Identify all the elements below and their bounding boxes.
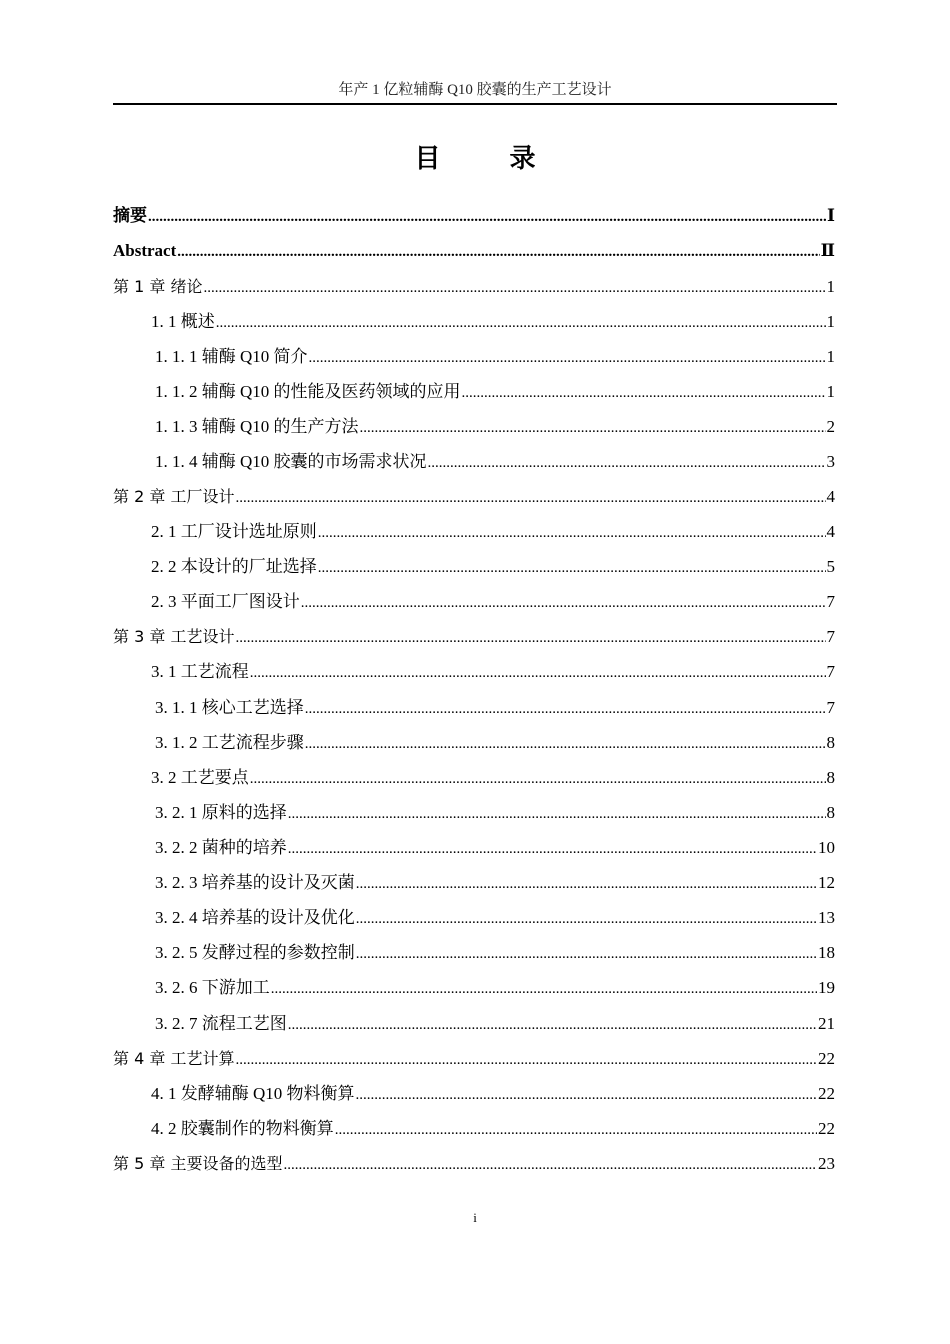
toc-leader	[148, 204, 826, 229]
toc-leader	[305, 696, 826, 721]
toc-entry-subsection[interactable]	[113, 380, 835, 404]
toc-entry-section[interactable]	[113, 520, 835, 544]
toc-entry-chapter-5[interactable]	[113, 1152, 835, 1176]
toc-leader	[288, 1012, 817, 1037]
toc-entry-label: 4. 2 胶囊制作的物料衡算	[151, 1119, 334, 1138]
toc-entry-page: 7	[826, 627, 835, 646]
toc-entry-subsection[interactable]	[113, 836, 835, 860]
toc-leader	[301, 590, 826, 615]
toc-entry-page: 8	[826, 768, 835, 787]
toc-entry-page: 22	[818, 1119, 835, 1138]
toc-entry-label: 2. 2 本设计的厂址选择	[151, 557, 317, 576]
toc-entry-label: 3. 2. 4 培养基的设计及优化	[155, 908, 355, 927]
toc-leader	[318, 555, 826, 580]
toc-entry-label: 4. 1 发酵辅酶 Q10 物料衡算	[151, 1084, 355, 1103]
toc-entry-abstract-cn[interactable]	[113, 204, 835, 228]
toc-entry-section[interactable]	[113, 310, 835, 334]
toc-entry-subsection[interactable]	[113, 731, 835, 755]
toc-leader	[250, 660, 826, 685]
toc-entry-label: 1. 1. 4 辅酶 Q10 胶囊的市场需求状况	[155, 452, 427, 471]
toc-entry-subsection[interactable]	[113, 415, 835, 439]
toc-leader	[288, 801, 826, 826]
toc-entry-label: 3. 2. 2 菌种的培养	[155, 838, 287, 857]
toc-leader	[288, 836, 817, 861]
toc-leader	[360, 415, 826, 440]
toc-entry-subsection[interactable]	[113, 976, 835, 1000]
toc-entry-subsection[interactable]	[113, 1012, 835, 1036]
toc-leader	[235, 625, 825, 650]
toc-leader	[335, 1117, 817, 1142]
toc-entry-section[interactable]	[113, 1082, 835, 1106]
toc-entry-chapter-2[interactable]	[113, 485, 835, 509]
toc-entry-label: 1. 1. 1 辅酶 Q10 简介	[155, 347, 308, 366]
toc-leader	[356, 871, 817, 896]
toc-leader	[462, 380, 826, 405]
toc-entry-page: 4	[826, 487, 835, 506]
toc-leader	[235, 485, 825, 510]
toc-entry-page: 8	[826, 733, 835, 752]
toc-entry-page: 18	[818, 943, 835, 962]
toc-entry-subsection[interactable]	[113, 345, 835, 369]
toc-entry-section[interactable]	[113, 660, 835, 684]
toc-entry-page: 7	[826, 698, 835, 717]
table-of-contents	[113, 0, 835, 1200]
toc-entry-page: 1	[826, 382, 835, 401]
toc-entry-subsection[interactable]	[113, 801, 835, 825]
toc-entry-page: 22	[818, 1049, 835, 1068]
toc-entry-label: 3. 2. 7 流程工艺图	[155, 1014, 287, 1033]
toc-entry-page: 10	[818, 838, 835, 857]
toc-entry-section[interactable]	[113, 555, 835, 579]
toc-leader	[356, 906, 817, 931]
toc-entry-subsection[interactable]	[113, 871, 835, 895]
toc-leader	[283, 1152, 817, 1177]
toc-entry-label: 1. 1. 3 辅酶 Q10 的生产方法	[155, 417, 359, 436]
toc-entry-page: 4	[826, 522, 835, 541]
toc-entry-page: 1	[826, 312, 835, 331]
toc-leader	[250, 766, 826, 791]
toc-entry-page: 5	[826, 557, 835, 576]
toc-entry-label: 1. 1. 2 辅酶 Q10 的性能及医药领域的应用	[155, 382, 461, 401]
toc-title: 目 录	[414, 144, 566, 174]
toc-entry-chapter-1[interactable]	[113, 275, 835, 299]
running-header: 年产 1 亿粒辅酶 Q10 胶囊的生产工艺设计	[338, 82, 612, 98]
toc-entry-label: 第 5 章 主要设备的选型	[113, 1154, 283, 1173]
toc-entry-label: 第 3 章 工艺设计	[113, 627, 235, 646]
toc-entry-label: 3. 1. 1 核心工艺选择	[155, 698, 304, 717]
toc-leader	[309, 345, 826, 370]
toc-entry-page: 21	[818, 1014, 835, 1033]
toc-entry-label: 摘要	[113, 206, 147, 225]
toc-entry-page: 12	[818, 873, 835, 892]
toc-leader	[428, 450, 826, 475]
toc-entry-label: 1. 1 概述	[151, 312, 215, 331]
toc-entry-section[interactable]	[113, 1117, 835, 1141]
toc-leader	[177, 239, 819, 264]
toc-entry-label: Abstract	[113, 241, 177, 260]
toc-entry-subsection[interactable]	[113, 450, 835, 474]
page-number: i	[473, 1210, 477, 1225]
toc-entry-page: 7	[826, 592, 835, 611]
toc-leader	[356, 941, 817, 966]
toc-leader	[356, 1082, 817, 1107]
toc-entry-page: 8	[826, 803, 835, 822]
toc-entry-label: 3. 2. 1 原料的选择	[155, 803, 287, 822]
toc-entry-label: 第 2 章 工厂设计	[113, 487, 235, 506]
toc-entry-label: 第 1 章 绪论	[113, 277, 203, 296]
toc-entry-label: 2. 3 平面工厂图设计	[151, 592, 300, 611]
toc-entry-abstract-en[interactable]	[113, 239, 835, 263]
toc-entry-label: 3. 2. 6 下游加工	[155, 978, 270, 997]
toc-leader	[235, 1047, 817, 1072]
toc-entry-chapter-4[interactable]	[113, 1047, 835, 1071]
toc-entry-section[interactable]	[113, 590, 835, 614]
toc-entry-subsection[interactable]	[113, 696, 835, 720]
toc-entry-label: 3. 2. 5 发酵过程的参数控制	[155, 943, 355, 962]
toc-entry-page: 2	[826, 417, 835, 436]
toc-entry-page: 22	[818, 1084, 835, 1103]
toc-entry-page: 7	[826, 662, 835, 681]
toc-leader	[203, 275, 825, 300]
toc-entry-label: 3. 2 工艺要点	[151, 768, 249, 787]
toc-entry-page: Ⅰ	[827, 206, 835, 225]
toc-entry-section[interactable]	[113, 766, 835, 790]
toc-entry-label: 3. 1. 2 工艺流程步骤	[155, 733, 304, 752]
toc-entry-page: Ⅱ	[820, 241, 835, 260]
toc-leader	[216, 310, 826, 335]
toc-entry-page: 1	[826, 347, 835, 366]
toc-entry-label: 2. 1 工厂设计选址原则	[151, 522, 317, 541]
toc-entry-subsection[interactable]	[113, 906, 835, 930]
toc-leader	[318, 520, 826, 545]
toc-entry-page: 1	[826, 277, 835, 296]
toc-entry-page: 19	[818, 978, 835, 997]
toc-entry-label: 第 4 章 工艺计算	[113, 1049, 235, 1068]
toc-entry-page: 13	[818, 908, 835, 927]
toc-leader	[271, 976, 817, 1001]
toc-entry-label: 3. 2. 3 培养基的设计及灭菌	[155, 873, 355, 892]
toc-entry-chapter-3[interactable]	[113, 625, 835, 649]
toc-entry-label: 3. 1 工艺流程	[151, 662, 249, 681]
toc-entry-page: 3	[826, 452, 835, 471]
toc-entry-subsection[interactable]	[113, 941, 835, 965]
toc-leader	[305, 731, 826, 756]
toc-entry-page: 23	[818, 1154, 835, 1173]
